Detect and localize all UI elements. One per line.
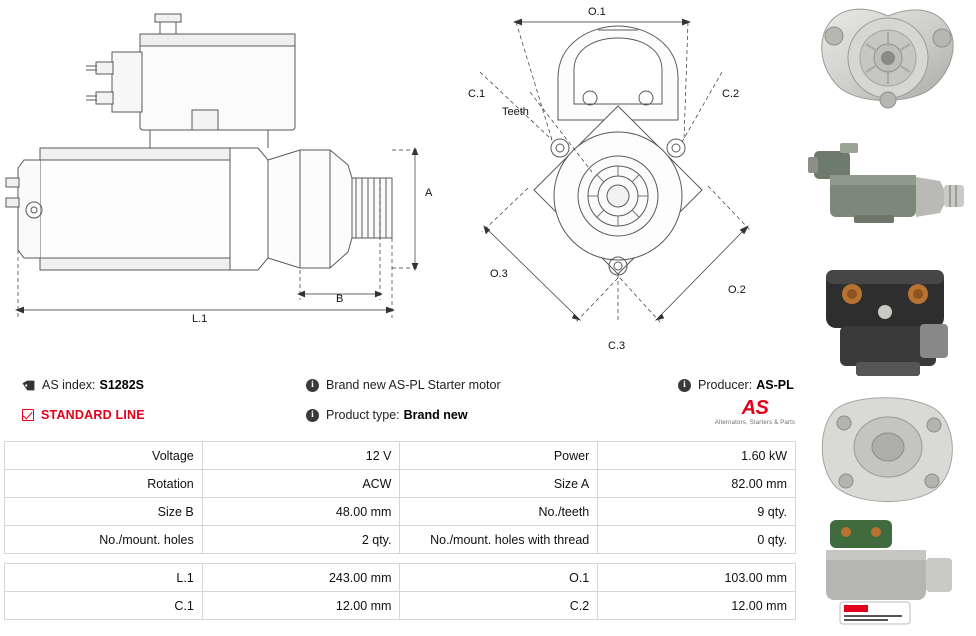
technical-drawings [0, 0, 800, 360]
photo-starter-label-view[interactable] [800, 508, 976, 635]
dim-label-A: A [425, 187, 433, 199]
description-label: Brand new AS-PL Starter motor [326, 378, 501, 392]
spec-value: 2 qty. [202, 526, 400, 554]
dim-label-C2: C.2 [722, 88, 740, 100]
spec-value: 12 V [202, 442, 400, 470]
photo-starter-front-view[interactable] [800, 0, 976, 127]
info-icon: i [678, 379, 691, 392]
photo-starter-side-view[interactable] [800, 127, 976, 254]
spec-label: Voltage [5, 442, 203, 470]
spec-value: 12.00 mm [202, 592, 400, 620]
spec-label: C.1 [5, 592, 203, 620]
spec-value: 9 qty. [598, 498, 796, 526]
table-row [5, 498, 796, 526]
producer-row [678, 378, 794, 392]
spec-label: No./mount. holes [5, 526, 203, 554]
front-view-svg [440, 0, 800, 360]
as-index-label: AS index: [42, 378, 96, 392]
dim-label-B: B [336, 293, 344, 305]
photo-starter-mounting-flange-view[interactable] [800, 381, 976, 508]
producer-value: AS-PL [756, 378, 794, 392]
spec-value: 103.00 mm [598, 564, 796, 592]
table-row [5, 442, 796, 470]
as-pl-logo-subtitle: Alternators, Starters & Parts [714, 420, 796, 426]
spec-label: Power [400, 442, 598, 470]
dim-label-C3: C.3 [608, 340, 626, 352]
product-info-strip [0, 366, 800, 438]
spec-label: L.1 [5, 564, 203, 592]
standard-line-label: STANDARD LINE [41, 408, 145, 422]
dim-label-O3: O.3 [490, 268, 508, 280]
dim-label-L1: L.1 [192, 313, 208, 325]
info-icon: i [306, 409, 319, 422]
spec-label: Size A [400, 470, 598, 498]
table-row [5, 564, 796, 592]
table-row [5, 470, 796, 498]
spec-value: 1.60 kW [598, 442, 796, 470]
as-index-row [22, 378, 144, 392]
tag-icon [22, 380, 35, 391]
table-row [5, 592, 796, 620]
standard-line-row [22, 408, 145, 422]
photo-starter-solenoid-terminals-view[interactable] [800, 254, 976, 381]
product-photo-gallery [800, 0, 976, 636]
as-pl-logo-mark: AS [741, 397, 769, 419]
table-spacer [5, 554, 796, 564]
dim-label-O1: O.1 [588, 6, 606, 18]
spec-label: O.1 [400, 564, 598, 592]
drawing-front-view [440, 0, 800, 360]
dim-label-C1: C.1 [468, 88, 486, 100]
dim-label-O2: O.2 [728, 284, 746, 296]
table-row [5, 526, 796, 554]
checkbox-checked-icon [22, 409, 34, 421]
info-icon: i [306, 379, 319, 392]
spec-label: No./mount. holes with thread [400, 526, 598, 554]
spec-label: Size B [5, 498, 203, 526]
as-pl-logo [712, 398, 798, 432]
spec-value: 243.00 mm [202, 564, 400, 592]
as-index-value: S1282S [99, 378, 144, 392]
spec-value: 48.00 mm [202, 498, 400, 526]
dim-label-teeth: Teeth [502, 106, 529, 118]
spec-label: C.2 [400, 592, 598, 620]
specifications-table [4, 441, 796, 620]
drawing-side-view [0, 0, 440, 360]
product-type-row [306, 408, 468, 422]
spec-label: Rotation [5, 470, 203, 498]
spec-label: No./teeth [400, 498, 598, 526]
side-view-svg [0, 0, 440, 360]
spec-value: 0 qty. [598, 526, 796, 554]
producer-label: Producer: [698, 378, 753, 392]
product-type-value: Brand new [403, 408, 468, 422]
spec-value: ACW [202, 470, 400, 498]
spec-value: 12.00 mm [598, 592, 796, 620]
spec-value: 82.00 mm [598, 470, 796, 498]
product-type-label: Product type: [326, 408, 400, 422]
description-row [306, 378, 501, 392]
